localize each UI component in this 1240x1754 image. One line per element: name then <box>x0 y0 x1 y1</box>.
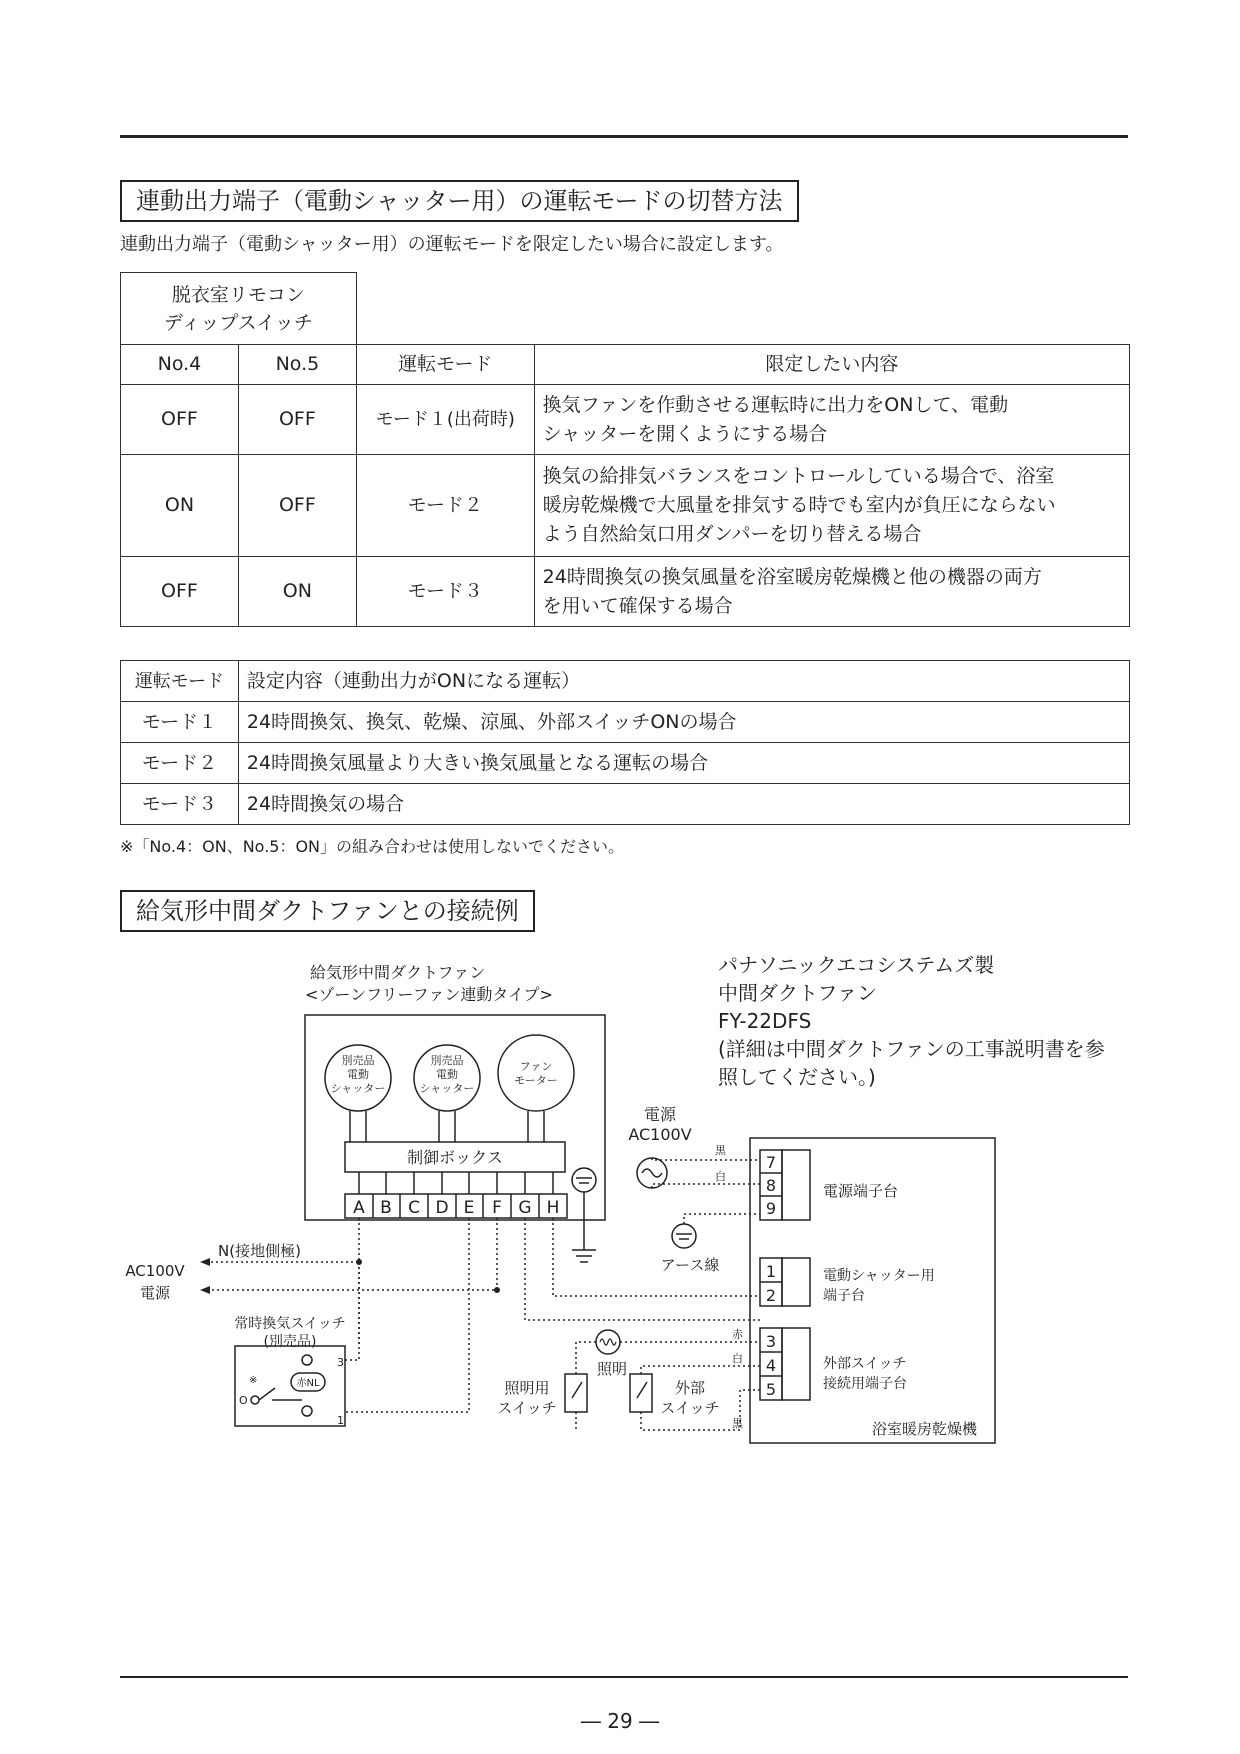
right-terminal: 2 <box>765 1286 777 1305</box>
motor-label: モーター <box>514 1074 558 1087</box>
neutral-label: N(接地側極) <box>218 1242 301 1260</box>
right-terminal: 3 <box>765 1332 777 1351</box>
bottom-rule <box>120 1676 1128 1678</box>
section-title-connection-example: 給気形中間ダクトファンとの接続例 <box>120 890 535 932</box>
cell-desc: 24時間換気の換気風量を浴室暖房乾燥機と他の機器の両方 を用いて確保する場合 <box>534 557 1129 627</box>
control-box-label: 制御ボックス <box>407 1148 503 1167</box>
header-no4: No.4 <box>121 345 239 385</box>
cell-mode: モード１(出荷時) <box>356 385 534 455</box>
header-content: 設定内容（連動出力がONになる運転） <box>238 661 1129 702</box>
cell-no4: ON <box>121 455 239 557</box>
section-intro: 連動出力端子（電動シャッター用）の運転モードを限定したい場合に設定します。 <box>120 234 784 255</box>
fan-label-line2: <ゾーンフリーファン連動タイプ> <box>305 985 553 1004</box>
ext-terminal-label: 外部スイッチ <box>823 1356 907 1372</box>
ext-switch-label: 外部 <box>674 1379 706 1397</box>
neon-label: 赤NL <box>296 1378 320 1389</box>
ac-left-label: 電源 <box>139 1284 171 1302</box>
right-terminal: 4 <box>765 1356 777 1375</box>
motor-label: ファン <box>519 1060 553 1073</box>
power-label: 電源 <box>643 1105 677 1124</box>
power-label: AC100V <box>628 1125 692 1144</box>
shutter1-label: 電動 <box>347 1068 369 1081</box>
switch-label: (別売品) <box>263 1334 317 1350</box>
cell-content: 24時間換気、換気、乾燥、涼風、外部スイッチONの場合 <box>238 702 1129 743</box>
right-terminal: 5 <box>765 1380 777 1399</box>
switch-o-mark: O <box>239 1394 248 1407</box>
terminal-label: B <box>380 1198 392 1218</box>
ext-terminal-label: 接続用端子台 <box>823 1376 907 1392</box>
light-label: 照明 <box>596 1360 628 1378</box>
shutter2-label: 電動 <box>436 1068 458 1081</box>
switch-label: 常時換気スイッチ <box>234 1316 346 1332</box>
wire-black-label: 黒 <box>715 1144 726 1157</box>
shutter-terminal-label: 端子台 <box>823 1288 865 1304</box>
product-line: 照してください。) <box>718 1065 876 1089</box>
header-desc: 限定したい内容 <box>534 345 1129 385</box>
switch-terminal: 3 <box>337 1356 344 1369</box>
shutter-terminal-label: 電動シャッター用 <box>823 1268 935 1284</box>
cell-mode: モード２ <box>356 455 534 557</box>
cell-no5: OFF <box>238 455 356 557</box>
header-mode: 運転モード <box>121 661 239 702</box>
ext-switch-label: スイッチ <box>660 1399 720 1417</box>
cell-no5: OFF <box>238 385 356 455</box>
section-title-mode-switching: 連動出力端子（電動シャッター用）の運転モードの切替方法 <box>120 180 799 222</box>
fan-label-line1: 給気形中間ダクトファン <box>310 963 486 982</box>
light-switch-label: 照明用 <box>504 1379 550 1397</box>
terminal-label: E <box>463 1198 475 1218</box>
right-terminal: 1 <box>765 1262 777 1281</box>
cell-mode: モード３ <box>356 557 534 627</box>
wire-white-label-2: 白 <box>732 1352 743 1365</box>
right-terminal: 7 <box>765 1153 777 1172</box>
header-mode: 運転モード <box>356 345 534 385</box>
earth-wire-label: アース線 <box>660 1256 720 1274</box>
switch-x-mark: ※ <box>249 1375 258 1386</box>
cell-no4: OFF <box>121 557 239 627</box>
shutter2-label: 別売品 <box>430 1054 464 1067</box>
terminal-label: D <box>435 1198 449 1218</box>
cell-desc: 換気ファンを作動させる運転時に出力をONして、電動 シャッターを開くようにする場合 <box>534 385 1129 455</box>
cell-mode: モード１ <box>121 702 239 743</box>
terminal-label: C <box>408 1198 420 1218</box>
terminal-label: H <box>546 1198 560 1218</box>
cell-content: 24時間換気風量より大きい換気風量となる運転の場合 <box>238 743 1129 784</box>
light-switch-label: スイッチ <box>497 1399 557 1417</box>
wire-red-label: 赤 <box>732 1328 743 1341</box>
ac-left-label: AC100V <box>125 1262 185 1280</box>
product-line: (詳細は中間ダクトファンの工事説明書を参 <box>718 1037 1105 1061</box>
cell-no4: OFF <box>121 385 239 455</box>
terminal-label: G <box>518 1198 532 1218</box>
cell-no5: ON <box>238 557 356 627</box>
header-no5: No.5 <box>238 345 356 385</box>
table-note: ※「No.4：ON、No.5：ON」の組み合わせは使用しないでください。 <box>120 837 625 856</box>
switch-terminal: 1 <box>337 1414 344 1427</box>
product-line: パナソニックエコシステムズ製 <box>718 953 995 977</box>
shutter1-label: 別売品 <box>341 1054 375 1067</box>
cell-mode: モード３ <box>121 784 239 825</box>
dip-switch-group-header: 脱衣室リモコン ディップスイッチ <box>121 273 357 345</box>
product-line: FY-22DFS <box>718 1009 812 1033</box>
power-terminal-block-label: 電源端子台 <box>823 1182 899 1200</box>
cell-desc: 換気の給排気バランスをコントロールしている場合で、浴室 暖房乾燥機で大風量を排気する時でも室内が負圧にならない よう自然給気口用ダンパーを切り替える場合 <box>534 455 1129 557</box>
page-number: ― 29 ― <box>580 1709 660 1733</box>
terminal-label: F <box>492 1198 502 1218</box>
right-terminal: 8 <box>765 1176 777 1195</box>
product-line: 中間ダクトファン <box>718 981 877 1005</box>
shutter2-label: シャッター <box>419 1082 475 1095</box>
wire-white-label: 白 <box>715 1170 726 1183</box>
right-terminal: 9 <box>765 1199 777 1218</box>
shutter1-label: シャッター <box>330 1082 386 1095</box>
unit-name: 浴室暖房乾燥機 <box>872 1420 978 1438</box>
cell-content: 24時間換気の場合 <box>238 784 1129 825</box>
terminal-label: A <box>353 1198 365 1218</box>
wire-black-label-2: 黒 <box>732 1417 743 1430</box>
cell-mode: モード２ <box>121 743 239 784</box>
